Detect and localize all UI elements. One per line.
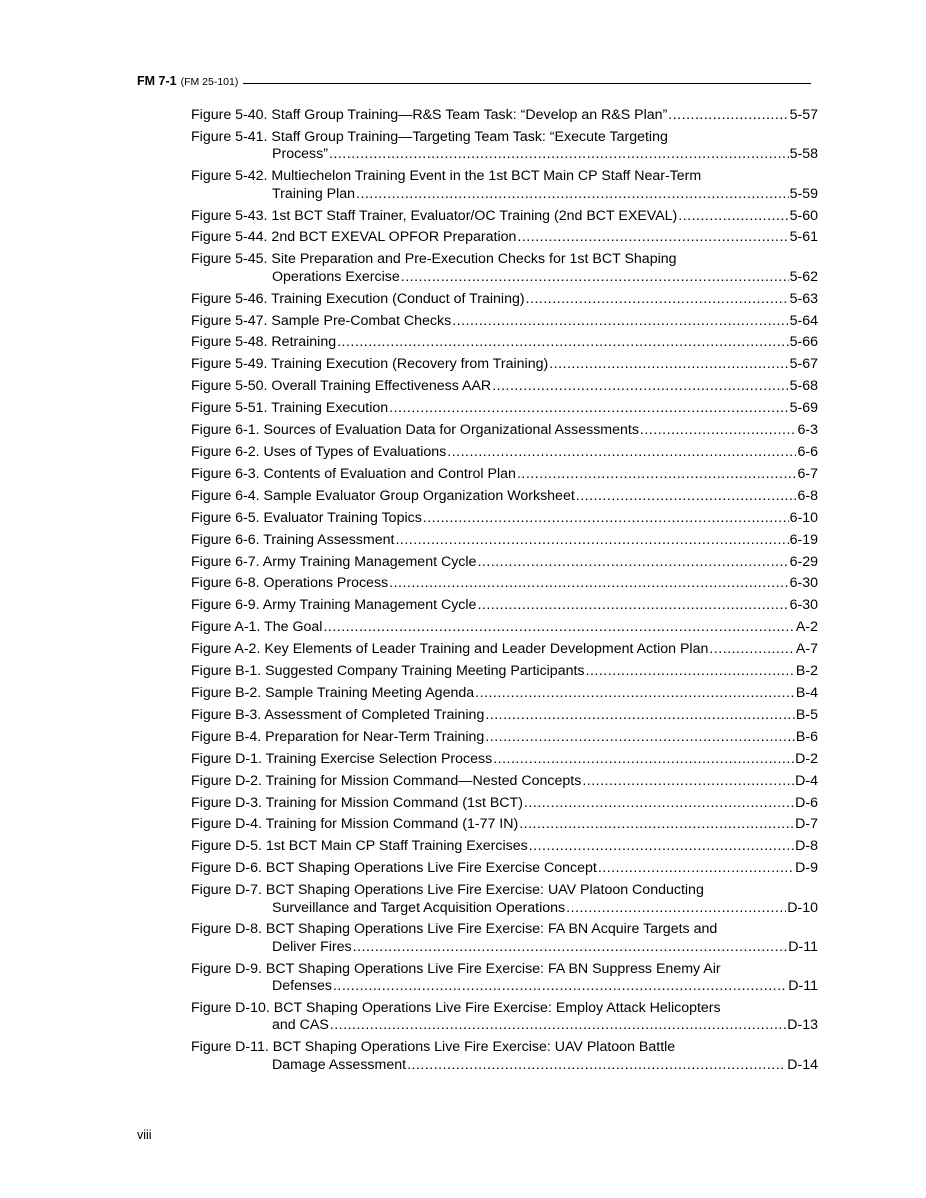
- figure-title: Figure B-4. Preparation for Near-Term Training: [191, 728, 485, 745]
- toc-entry[interactable]: [191, 685, 818, 702]
- toc-entry-line: [191, 488, 818, 505]
- toc-entry[interactable]: [191, 229, 818, 246]
- toc-entry-line: [191, 641, 818, 658]
- toc-entry[interactable]: [191, 532, 818, 549]
- toc-entry[interactable]: [191, 444, 818, 461]
- toc-entry-line: [191, 1000, 818, 1017]
- figure-title: Operations Exercise: [272, 268, 400, 285]
- toc-entry[interactable]: [191, 107, 818, 124]
- toc-entry[interactable]: [191, 619, 818, 636]
- figure-title: Training Plan: [272, 185, 356, 202]
- dot-leader: [576, 488, 797, 505]
- figure-title: Figure 6-4. Sample Evaluator Group Organization Worksheet: [191, 487, 575, 504]
- figure-page-number: D-11: [788, 938, 818, 955]
- toc-entry-line: [191, 882, 818, 899]
- figure-title: Process”: [272, 146, 328, 163]
- figure-page-number: A-7: [795, 641, 818, 658]
- document-id: FM 7-1: [137, 74, 177, 88]
- toc-entry-line: [191, 532, 818, 549]
- toc-entry-line: [191, 129, 818, 146]
- dot-leader: [517, 229, 788, 246]
- figure-title: Figure D-11. BCT Shaping Operations Live Fire Exercise: UAV Platoon Battle: [191, 1039, 676, 1056]
- dot-leader: [389, 400, 788, 417]
- toc-entry-line: [191, 334, 818, 351]
- toc-entry-continuation-line: [191, 978, 818, 995]
- figure-page-number: 6-8: [797, 487, 818, 504]
- toc-entry[interactable]: [191, 129, 818, 164]
- figure-title: Figure D-5. 1st BCT Main CP Staff Training Exercises: [191, 838, 528, 855]
- toc-entry-line: [191, 685, 818, 702]
- toc-entry-line: [191, 251, 818, 268]
- figure-title: Figure 6-1. Sources of Evaluation Data for Organizational Assessments: [191, 422, 639, 439]
- toc-entry-continuation-line: [191, 146, 818, 163]
- toc-entry-line: [191, 229, 818, 246]
- dot-leader: [678, 208, 788, 225]
- dot-leader: [475, 685, 795, 702]
- toc-entry[interactable]: [191, 751, 818, 768]
- figure-title: and CAS: [272, 1017, 329, 1034]
- figure-title: Figure 5-46. Training Execution (Conduct of Training): [191, 290, 525, 307]
- toc-entry-line: [191, 707, 818, 724]
- figure-page-number: 5-58: [789, 146, 818, 163]
- toc-entry[interactable]: [191, 1039, 818, 1074]
- figure-page-number: 5-66: [789, 334, 818, 351]
- dot-leader: [709, 641, 795, 658]
- dot-leader: [524, 795, 794, 812]
- figure-page-number: 6-10: [789, 509, 818, 526]
- toc-entry[interactable]: [191, 597, 818, 614]
- toc-entry-line: [191, 921, 818, 938]
- dot-leader: [389, 575, 788, 592]
- figure-page-number: D-10: [787, 899, 818, 916]
- dot-leader: [356, 186, 789, 203]
- toc-entry[interactable]: [191, 921, 818, 956]
- dot-leader: [477, 554, 788, 571]
- dot-leader: [668, 107, 788, 124]
- dot-leader: [323, 619, 794, 636]
- figure-title: Figure 5-49. Training Execution (Recovery from Training): [191, 356, 549, 373]
- figure-title: Figure 6-7. Army Training Management Cycle: [191, 553, 477, 570]
- dot-leader: [517, 466, 797, 483]
- figure-page-number: 6-3: [797, 422, 818, 439]
- toc-entry[interactable]: [191, 488, 818, 505]
- list-of-figures: [191, 107, 818, 1079]
- toc-entry-continuation-line: [191, 186, 818, 203]
- figure-page-number: 6-19: [789, 531, 818, 548]
- figure-page-number: 5-59: [789, 185, 818, 202]
- figure-title: Figure 6-5. Evaluator Training Topics: [191, 509, 422, 526]
- toc-entry[interactable]: [191, 729, 818, 746]
- toc-entry-line: [191, 291, 818, 308]
- toc-entry-line: [191, 313, 818, 330]
- toc-entry-line: [191, 1039, 818, 1056]
- figure-title: Damage Assessment: [272, 1056, 407, 1073]
- figure-title: Figure 5-43. 1st BCT Staff Trainer, Evaluator/OC Training (2nd BCT EXEVAL): [191, 207, 678, 224]
- figure-title: Figure 6-9. Army Training Management Cycle: [191, 597, 477, 614]
- figure-title: Figure 6-6. Training Assessment: [191, 531, 395, 548]
- dot-leader: [640, 422, 797, 439]
- dot-leader: [477, 597, 788, 614]
- toc-entry-line: [191, 107, 818, 124]
- figure-page-number: D-4: [795, 772, 818, 789]
- figure-page-number: 5-69: [789, 400, 818, 417]
- dot-leader: [549, 356, 788, 373]
- dot-leader: [526, 291, 789, 308]
- toc-entry[interactable]: [191, 400, 818, 417]
- toc-entry[interactable]: [191, 1000, 818, 1035]
- toc-entry-line: [191, 554, 818, 571]
- figure-page-number: B-2: [795, 663, 818, 680]
- toc-entry[interactable]: [191, 208, 818, 225]
- dot-leader: [598, 860, 794, 877]
- figure-page-number: D-7: [795, 816, 818, 833]
- toc-entry-line: [191, 751, 818, 768]
- figure-page-number: D-11: [788, 978, 818, 995]
- toc-entry-line: [191, 444, 818, 461]
- figure-page-number: 5-64: [789, 312, 818, 329]
- toc-entry-continuation-line: [191, 1017, 818, 1034]
- toc-entry-line: [191, 619, 818, 636]
- dot-leader: [395, 532, 788, 549]
- figure-title: Figure 5-51. Training Execution: [191, 400, 389, 417]
- figure-title: Figure 6-8. Operations Process: [191, 575, 389, 592]
- toc-entry-continuation-line: [191, 269, 818, 286]
- toc-entry[interactable]: [191, 466, 818, 483]
- superseded-document-id: (FM 25-101): [180, 76, 239, 88]
- toc-entry-line: [191, 575, 818, 592]
- toc-entry-continuation-line: [191, 939, 818, 956]
- toc-entry-line: [191, 773, 818, 790]
- dot-leader: [566, 900, 786, 917]
- figure-title: Figure D-4. Training for Mission Command (1-77 IN): [191, 816, 519, 833]
- figure-title: Figure D-6. BCT Shaping Operations Live Fire Exercise Concept: [191, 860, 597, 877]
- figure-page-number: 6-30: [789, 597, 818, 614]
- toc-entry-line: [191, 356, 818, 373]
- dot-leader: [330, 1017, 786, 1034]
- toc-entry[interactable]: [191, 251, 818, 286]
- figure-page-number: 6-7: [797, 465, 818, 482]
- figure-title: Figure 6-2. Uses of Types of Evaluations: [191, 444, 447, 460]
- dot-leader: [586, 663, 795, 680]
- toc-entry[interactable]: [191, 291, 818, 308]
- toc-entry[interactable]: [191, 860, 818, 877]
- figure-page-number: 5-63: [789, 290, 818, 307]
- figure-title: Deliver Fires: [272, 938, 352, 955]
- figure-title: Figure D-10. BCT Shaping Operations Live Fire Exercise: Employ Attack Helicopters: [191, 1000, 721, 1017]
- dot-leader: [492, 378, 788, 395]
- figure-title: Figure 5-41. Staff Group Training—Targeting Team Task: “Execute Targeting: [191, 128, 668, 145]
- toc-entry[interactable]: [191, 575, 818, 592]
- figure-page-number: 6-6: [797, 444, 818, 460]
- figure-page-number: 5-61: [789, 229, 818, 246]
- dot-leader: [329, 146, 789, 163]
- dot-leader: [452, 313, 788, 330]
- toc-entry[interactable]: [191, 378, 818, 395]
- toc-entry[interactable]: [191, 707, 818, 724]
- toc-entry-line: [191, 208, 818, 225]
- figure-title: Figure D-9. BCT Shaping Operations Live Fire Exercise: FA BN Suppress Enemy Air: [191, 960, 721, 977]
- toc-entry[interactable]: [191, 795, 818, 812]
- toc-entry[interactable]: [191, 356, 818, 373]
- figure-page-number: B-4: [795, 684, 818, 701]
- figure-title: Figure 5-45. Site Preparation and Pre-Execution Checks for 1st BCT Shaping: [191, 251, 677, 268]
- dot-leader: [493, 751, 794, 768]
- figure-title: Figure B-1. Suggested Company Training Meeting Participants: [191, 663, 585, 680]
- dot-leader: [401, 269, 789, 286]
- toc-entry-continuation-line: [191, 1057, 818, 1074]
- toc-entry-line: [191, 400, 818, 417]
- figure-page-number: D-8: [795, 838, 818, 855]
- toc-entry-line: [191, 597, 818, 614]
- figure-page-number: 5-68: [789, 378, 818, 395]
- figure-title: Figure B-3. Assessment of Completed Training: [191, 706, 485, 723]
- toc-entry[interactable]: [191, 773, 818, 790]
- figure-title: Figure 5-42. Multiechelon Training Event in the 1st BCT Main CP Staff Near-Term: [191, 168, 702, 185]
- toc-entry-line: [191, 378, 818, 395]
- figure-page-number: A-2: [795, 619, 818, 636]
- dot-leader: [333, 978, 787, 995]
- dot-leader: [447, 444, 796, 461]
- toc-entry-line: [191, 729, 818, 746]
- toc-entry[interactable]: [191, 663, 818, 680]
- figure-title: Figure 6-3. Contents of Evaluation and Control Plan: [191, 465, 516, 482]
- toc-entry-line: [191, 168, 818, 185]
- dot-leader: [353, 939, 788, 956]
- figure-page-number: D-9: [795, 860, 818, 877]
- toc-entry-line: [191, 838, 818, 855]
- toc-entry[interactable]: [191, 422, 818, 439]
- toc-entry-line: [191, 663, 818, 680]
- toc-entry[interactable]: [191, 168, 818, 203]
- toc-entry[interactable]: [191, 554, 818, 571]
- figure-page-number: 6-30: [789, 575, 818, 592]
- figure-page-number: 5-62: [789, 268, 818, 285]
- figure-title: Figure D-2. Training for Mission Command—Nested Concepts: [191, 772, 582, 789]
- toc-entry[interactable]: [191, 816, 818, 833]
- figure-page-number: 6-29: [789, 553, 818, 570]
- page-number: viii: [137, 1128, 152, 1142]
- toc-entry[interactable]: [191, 641, 818, 658]
- figure-title: Figure D-7. BCT Shaping Operations Live Fire Exercise: UAV Platoon Conducting: [191, 882, 704, 899]
- figure-title: Figure 5-48. Retraining: [191, 334, 337, 351]
- dot-leader: [519, 816, 794, 833]
- figure-title: Figure D-1. Training Exercise Selection Process: [191, 750, 493, 767]
- toc-entry[interactable]: [191, 838, 818, 855]
- dot-leader: [407, 1057, 786, 1074]
- figure-title: Figure D-3. Training for Mission Command (1st BCT): [191, 794, 523, 811]
- figure-title: Figure 5-47. Sample Pre-Combat Checks: [191, 312, 452, 329]
- toc-entry[interactable]: [191, 961, 818, 996]
- figure-page-number: D-14: [787, 1056, 818, 1073]
- dot-leader: [582, 773, 794, 790]
- figure-title: Defenses: [272, 978, 332, 995]
- dot-leader: [337, 334, 788, 351]
- figure-page-number: 5-60: [789, 207, 818, 224]
- figure-title: Figure 5-40. Staff Group Training—R&S Team Task: “Develop an R&S Plan”: [191, 107, 668, 123]
- figure-title: Figure B-2. Sample Training Meeting Agenda: [191, 684, 475, 701]
- dot-leader: [485, 707, 795, 724]
- toc-entry-line: [191, 466, 818, 483]
- toc-entry-line: [191, 510, 818, 527]
- figure-page-number: D-6: [795, 794, 818, 811]
- figure-title: Figure A-2. Key Elements of Leader Training and Leader Development Action Plan: [191, 641, 709, 658]
- dot-leader: [485, 729, 795, 746]
- toc-entry[interactable]: [191, 510, 818, 527]
- toc-entry[interactable]: [191, 882, 818, 917]
- toc-entry-continuation-line: [191, 900, 818, 917]
- figure-title: Figure 5-44. 2nd BCT EXEVAL OPFOR Preparation: [191, 229, 517, 246]
- toc-entry[interactable]: [191, 334, 818, 351]
- toc-entry-line: [191, 961, 818, 978]
- header-rule: [243, 83, 811, 84]
- figure-title: Surveillance and Target Acquisition Operations: [272, 899, 566, 916]
- dot-leader: [529, 838, 794, 855]
- toc-entry-line: [191, 816, 818, 833]
- figure-page-number: B-6: [795, 728, 818, 745]
- toc-entry[interactable]: [191, 313, 818, 330]
- toc-entry-line: [191, 795, 818, 812]
- toc-entry-line: [191, 860, 818, 877]
- figure-title: Figure A-1. The Goal: [191, 619, 323, 636]
- figure-page-number: B-5: [795, 706, 818, 723]
- figure-page-number: D-13: [787, 1017, 818, 1034]
- figure-page-number: 5-57: [789, 107, 818, 123]
- figure-title: Figure 5-50. Overall Training Effectiveness AAR: [191, 378, 492, 395]
- dot-leader: [423, 510, 789, 527]
- toc-entry-line: [191, 422, 818, 439]
- figure-title: Figure D-8. BCT Shaping Operations Live Fire Exercise: FA BN Acquire Targets and: [191, 921, 718, 938]
- page-header: [137, 70, 811, 88]
- figure-page-number: D-2: [795, 750, 818, 767]
- figure-page-number: 5-67: [789, 356, 818, 373]
